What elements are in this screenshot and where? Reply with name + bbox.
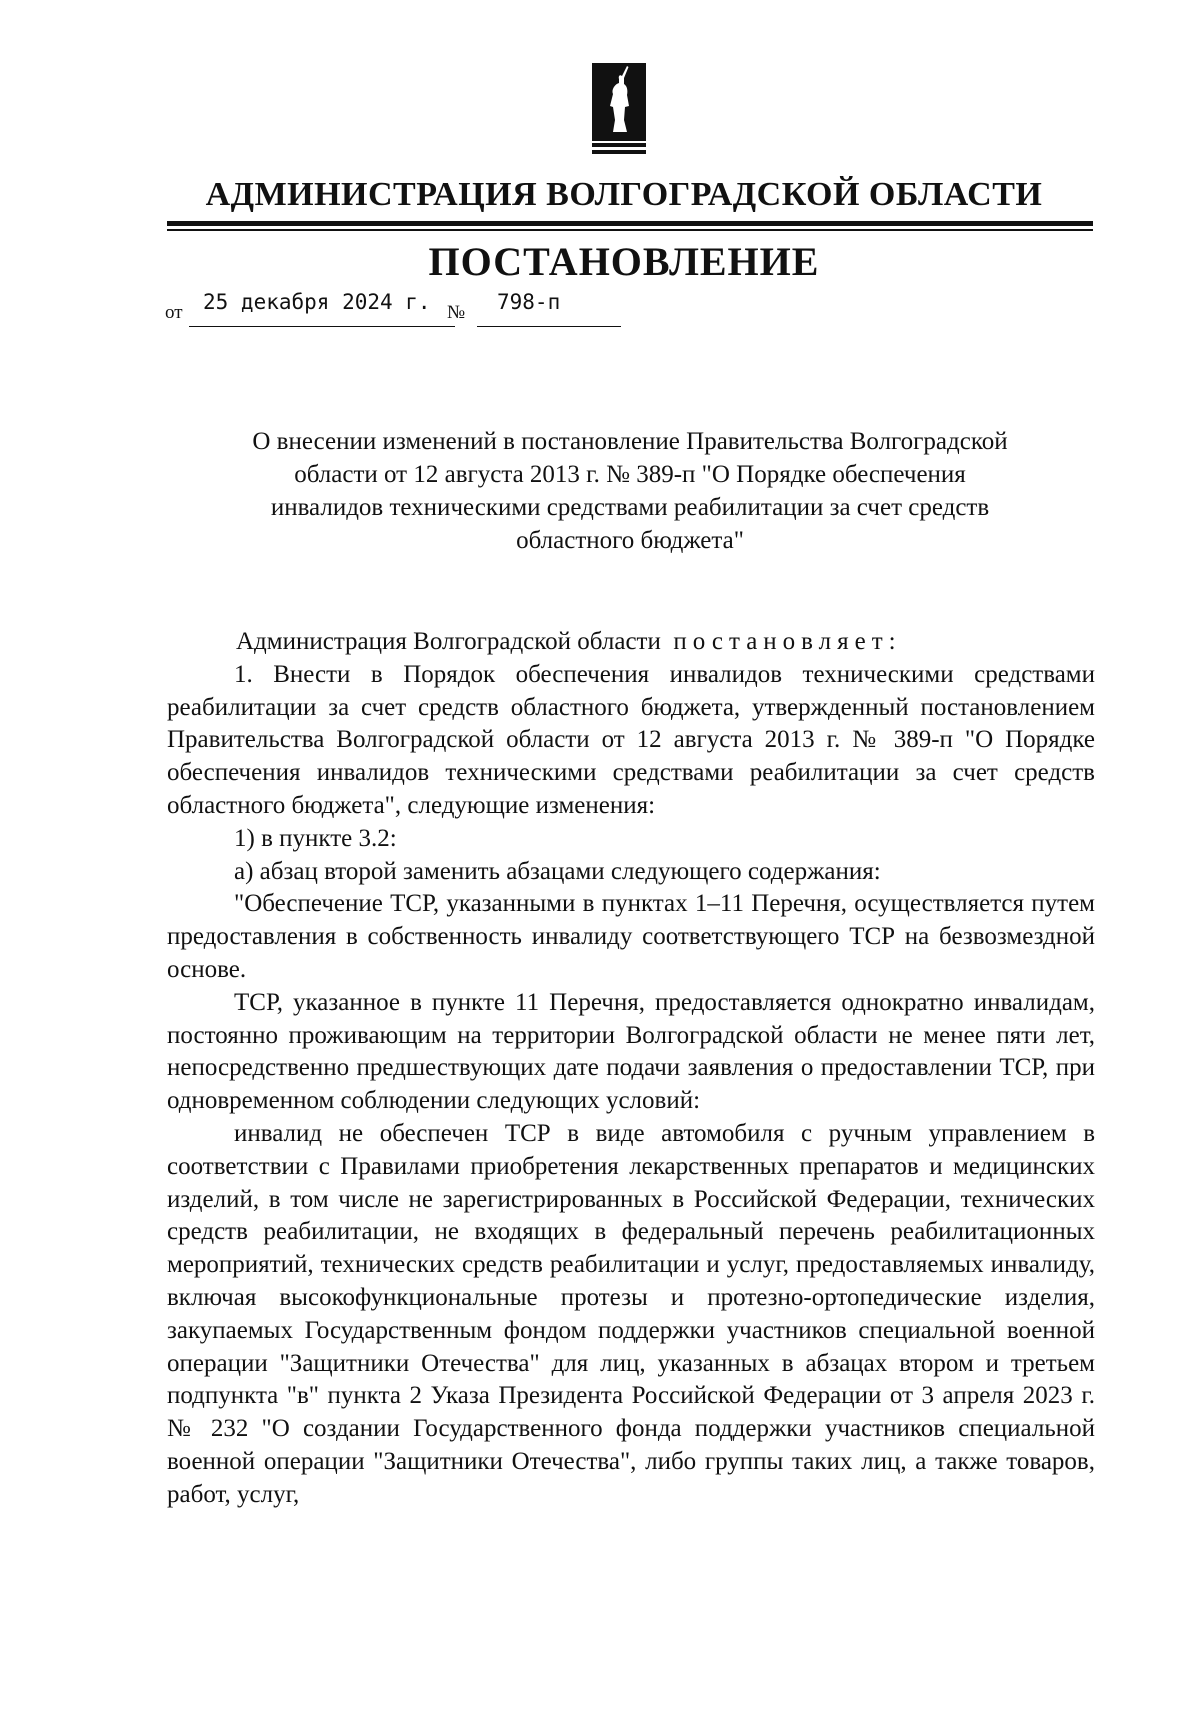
decree-verb: постановляет: <box>673 628 902 655</box>
organization-title: АДМИНИСТРАЦИЯ ВОЛГОГРАДСКОЙ ОБЛАСТИ <box>205 176 1043 213</box>
body-paragraph: 1) в пункте 3.2: <box>234 824 397 852</box>
decree-subject: Администрация Волгоградской области <box>236 628 661 655</box>
body-paragraph: ТСР, указанное в пункте 11 Перечня, предоставляется однократно инвалидам, постоянно проживающим на территории Волгоградской области не менее пяти лет, непосредственно предшествующих дате подачи заявления о предоставлении ТСР, при одновременном соблюдении следующих условий: <box>167 988 1095 1115</box>
subject-line: области от 12 августа 2013 г. № 389-п "О Порядке обеспечения <box>294 461 966 488</box>
subject-line: О внесении изменений в постановление Правительства Волгоградской <box>252 428 1008 455</box>
subject-line: областного бюджета" <box>516 527 744 554</box>
number-underline <box>477 326 621 327</box>
number-prefix: № <box>447 302 466 323</box>
volgograd-emblem-icon <box>591 62 647 159</box>
body-paragraph: 1. Внести в Порядок обеспечения инвалидов техническими средствами реабилитации за счет средств областного бюджета, утвержденный постановлением Правительства Волгоградской области от 12 августа 2013 г. № 389-п "О Порядке обеспечения инвалидов техническими средствами реабилитации за счет средств областного бюджета", следующие изменения: <box>167 660 1095 819</box>
header-rule-thick <box>167 221 1093 226</box>
body-paragraph: а) абзац второй заменить абзацами следующего содержания: <box>234 857 881 885</box>
subject-line: инвалидов техническими средствами реабилитации за счет средств <box>270 494 990 521</box>
body-paragraph: инвалид не обеспечен ТСР в виде автомобиля с ручным управлением в соответствии с Правилами приобретения лекарственных препаратов и медицинских изделий, в том числе не зарегистрированных в Российской Федерации, технических средств реабилитации, не входящих в федеральный перечень реабилитационных мероприятий, технических средств реабилитации и услуг, предоставляемых инвалиду, включая высокофункциональные протезы и протезно-ортопедические изделия, закупаемых Государственным фондом поддержки участников специальной военной операции "Защитники Отечества" для лиц, указанных в абзацах втором и третьем подпункта "в" пункта 2 Указа Президента Российской Федерации от 3 апреля 2023 г. № 232 "О создании Государственного фонда поддержки участников специальной военной операции "Защитники Отечества", либо группы таких лиц, а также товаров, работ, услуг, <box>167 1119 1095 1508</box>
document-subject <box>160 425 1100 557</box>
document-type-title: ПОСТАНОВЛЕНИЕ <box>428 239 820 284</box>
number-value: 798-п <box>497 290 561 314</box>
body-paragraph: "Обеспечение ТСР, указанными в пунктах 1–11 Перечня, осуществляется путем предоставления в собственность инвалиду соответствующего ТСР на безвозмездной основе. <box>167 890 1095 983</box>
date-underline <box>189 326 455 327</box>
date-prefix: от <box>165 302 183 323</box>
header-rule-thin <box>167 229 1093 231</box>
decree-intro <box>167 626 1095 659</box>
date-value: 25 декабря 2024 г. <box>203 290 431 314</box>
document-body <box>167 626 1095 1512</box>
